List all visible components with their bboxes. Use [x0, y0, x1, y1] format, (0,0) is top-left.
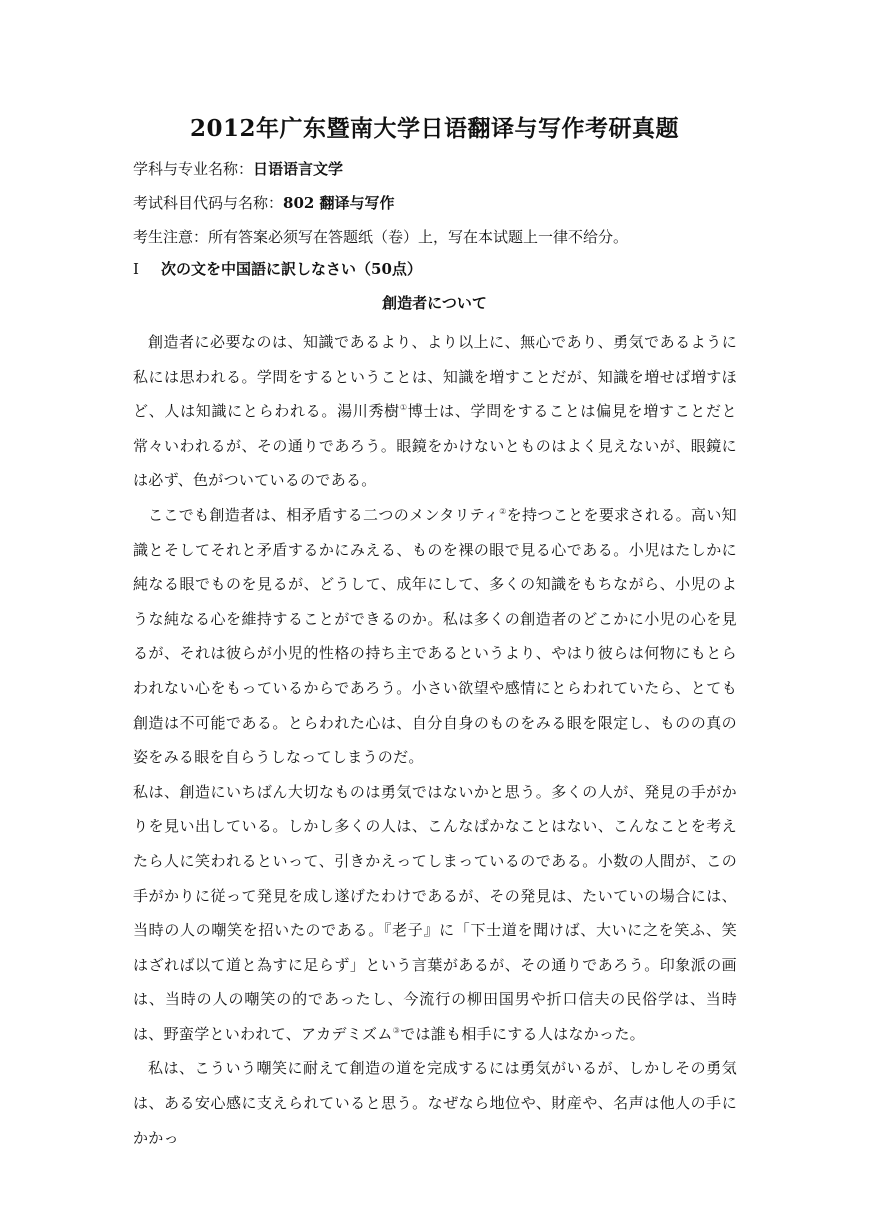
- section-number: Ⅰ: [133, 260, 139, 278]
- paragraph-2-text-a: ここでも創造者は、相矛盾する二つのメンタリティ: [148, 505, 500, 524]
- paragraph-2-text-b: を持つことを要求される。高い知識とそしてそれと矛盾するかにみえる、ものを裸の眼で見る心である。小児はたしかに純なる眼でものを見るが、どうして、成年にして、多くの知識をもちながら、小児のような純なる心を維持することができるのか。私は多くの創造者のどこかに小児の心を見るが、それは彼らが小児的性格の持ち主であるというより、やはり彼らは何物にもとらわれない心をもっているからであろう。小さい欲望や感情にとらわれていたら、とても創造は不可能である。とらわれた心は、自分自身のものをみる眼を限定し、ものの真の姿をみる眼を自らうしなってしまうのだ。: [133, 505, 737, 767]
- subject-label: 考试科目代码与名称：: [133, 194, 284, 212]
- paragraph-1: [133, 325, 737, 498]
- section-heading: [133, 258, 422, 280]
- section-instruction: 次の文を中国語に訳しなさい（50点）: [161, 260, 422, 278]
- footnote-marker-3: ③: [392, 1025, 401, 1035]
- paragraph-3: [133, 775, 737, 1052]
- footnote-marker-2: ②: [499, 506, 507, 516]
- paragraph-1-text-b: 博士は、学問をすることは偏見を増すことだと常々いわれるが、その通りであろう。眼鏡をかけないとものはよく見えないが、眼鏡には必ず、色がついているのである。: [133, 402, 737, 490]
- major-label: 学科与专业名称：: [133, 160, 254, 178]
- footnote-marker-1: ①: [399, 403, 408, 413]
- major-value: 日语语言文学: [253, 160, 344, 178]
- major-line: [133, 158, 343, 180]
- subject-value: 802 翻译与写作: [283, 194, 395, 212]
- page-title: 2012年广东暨南大学日语翻译与写作考研真题: [189, 115, 679, 142]
- paragraph-4: 私は、こういう嘲笑に耐えて創造の道を完成するには勇気がいるが、しかしその勇気は、ある安心感に支えられていると思う。なぜなら地位や、財産や、名声は他人の手にかかっ: [133, 1059, 737, 1147]
- paragraph-3-text-a: 私は、創造にいちばん大切なものは勇気ではないかと思う。多くの人が、発見の手がかりを見い出している。しかし多くの人は、こんなばかなことはない、こんなことを考えたら人に笑われるといって、引きかえってしまっているのである。小数の人間が、この手がかりに従って発見を成し遂げたわけであるが、その発見は、たいていの場合には、当時の人の嘲笑を招いたのである。『老子』に「下士道を聞けば、大いに之を笑ふ、笑はざれば以て道と為すに足らず」という言葉があるが、その通りであろう。印象派の画は、当時の人の嘲笑の的であったし、今流行の柳田国男や折口信夫の民俗学は、当時は、野蛮学といわれて、アカデミズム: [133, 782, 737, 1043]
- passage-title: 創造者について: [382, 294, 487, 312]
- paragraph-2: [133, 498, 737, 775]
- paragraph-3-text-b: では誰も相手にする人はなかった。: [400, 1024, 645, 1043]
- paragraph-1-text-a: 創造者に必要なのは、知識であるより、より以上に、無心であり、勇気であるように私には思われる。学問をするということは、知識を増すことだが、知識を増せば増すほど、人は知識にとらわれる。湯川秀樹: [133, 333, 737, 421]
- passage-body: [133, 325, 737, 1155]
- subject-line: [133, 192, 395, 214]
- exam-notice: 考生注意：所有答案必须写在答题纸（卷）上，写在本试题上一律不给分。: [133, 228, 629, 246]
